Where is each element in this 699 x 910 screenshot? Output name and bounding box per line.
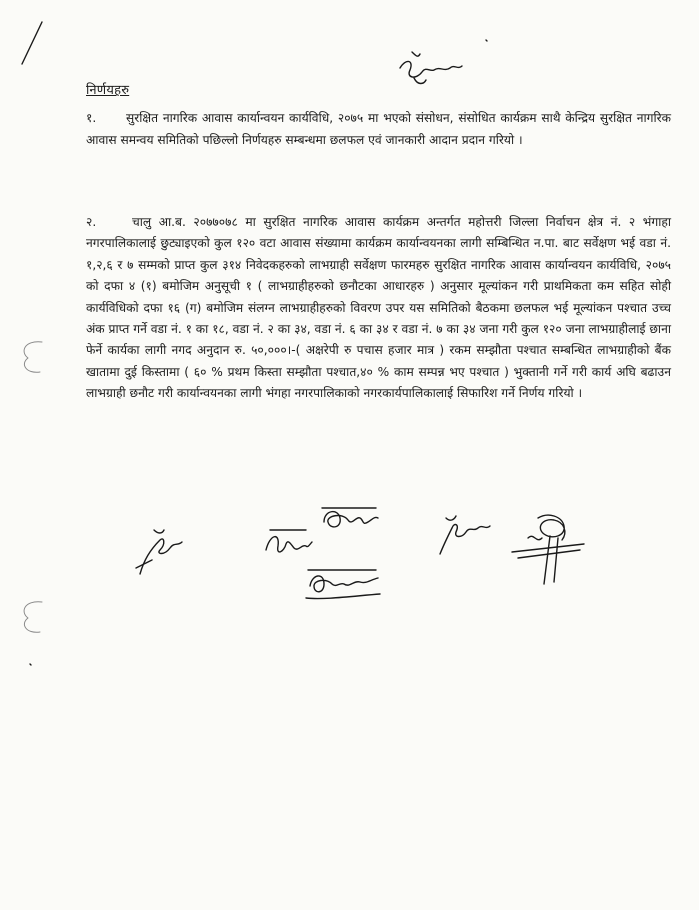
decision-2 (86, 212, 671, 405)
signature-2 (262, 524, 314, 564)
decision-2-number: २. (86, 215, 97, 229)
decision-2-text: चालु आ.ब. २०७७०७८ मा सुरक्षित नागरिक आवास कार्यक्रम अन्तर्गत महोत्तरी जिल्ला निर्वाचन क्षेत्र नं. २ भंगाहा नगरपालिकालाई छुट्याइएको कुल १२० वटा आवास संख्यामा कार्यक्रम कार्यान्वयनका लागी सम्बिन्धित न.पा. बाट सर्वेक्षण भई वडा नं. १,२,६ र ७ सम्मको प्राप्त कुल ३१४ निवेदकहरुको लाभग्राही सर्वेक्षण फारमहरु सुरक्षित नागरिक आवास कार्यान्वयन कार्यविधि, २०७५ को दफा ४ (१) बमोजिम अनुसूची १ ( लाभग्राहीहरुको छनौटका आधारहरु ) अनुसार मूल्यांकन गरी प्राथमिकता कम सहित सोही कार्यविधिको दफा १६ (ग) बमोजिम संलग्न लाभग्राहीहरुको विवरण उपर यस समितिको बैठकमा छलफल भई मूल्यांकन पश्चात उच्च अंक प्राप्त गर्ने वडा नं. १ का १८, वडा नं. २ का ३४, वडा नं. ६ का ३४ र वडा नं. ७ का ३४ जना गरी कुल १२० जना लाभग्राहीलाई छाना फेर्ने कार्यका लागी नगद अनुदान रु. ५०,०००।-( अक्षरेपी रु पचास हजार मात्र ) रकम सम्झौता पश्चात सम्बन्धित लाभग्राहीको बैंक खातामा दुई किस्तामा ( ६० % प्रथम किस्ता सम्झौता पश्चात,४० % काम सम्पन्न भए पश्चात ) भुक्तानी गर्ने गरी कार्य अघि बढाउन लाभग्राही छनौट गरी कार्यान्वयनका लागी भंगहा नगरपालिकाको नगरकार्यपालिकालाई सिफारिश गर्ने निर्णय गरियो । (86, 215, 671, 401)
initials-signature (396, 48, 466, 90)
decision-1-text: सुरक्षित नागरिक आवास कार्यान्वयन कार्यविधि, २०७५ मा भएको संसोधन, संसोधित कार्यक्रम साथै केन्द्रिय सुरक्षित नागरिक आवास समन्वय समितिको पछिल्लो निर्णयहरु सम्बन्धमा छलफल एवं जानकारी आदान प्रदान गरियो । (86, 111, 671, 147)
punch-hole-mark-bottom (14, 598, 54, 638)
margin-pen-stroke (20, 18, 50, 68)
dot-mark (484, 38, 490, 44)
signature-6 (304, 562, 384, 604)
signature-4 (432, 508, 492, 558)
decision-1 (86, 108, 671, 151)
signature-1 (130, 520, 190, 580)
section-heading: निर्णयहरु (86, 83, 130, 98)
decision-1-number: १. (86, 111, 97, 125)
signature-5 (508, 508, 588, 588)
punch-hole-mark-top (14, 338, 54, 378)
signature-3 (318, 500, 380, 540)
dot-mark (28, 662, 34, 668)
